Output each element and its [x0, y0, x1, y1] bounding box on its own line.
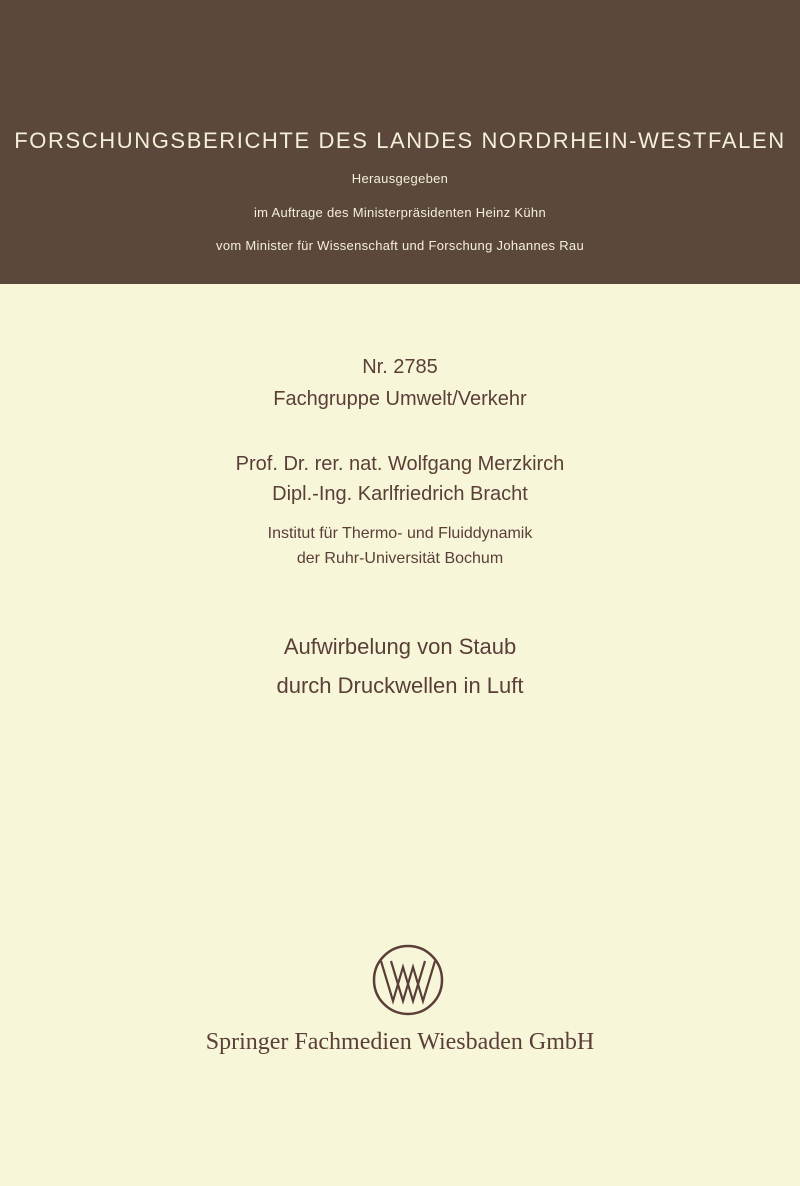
subject-group: Fachgruppe Umwelt/Verkehr [273, 388, 527, 410]
author-1: Prof. Dr. rer. nat. Wolfgang Merzkirch [235, 453, 565, 475]
report-number: Nr. 2785 [362, 356, 438, 378]
editor-line-1: Herausgegeben [351, 171, 449, 186]
series-title: FORSCHUNGSBERICHTE DES LANDES NORDRHEIN-WESTFALEN [14, 128, 786, 153]
editor-line-3: vom Minister für Wissenschaft und Forschung Johannes Rau [216, 238, 584, 253]
book-title-line-2: durch Druckwellen in Luft [276, 673, 524, 698]
book-title-line-1: Aufwirbelung von Staub [283, 634, 517, 659]
editor-line-2: im Auftrage des Ministerpräsidenten Heinz Kühn [253, 205, 546, 220]
institute-line-1: Institut für Thermo- und Fluiddynamik [267, 525, 533, 542]
institute-line-2: der Ruhr-Universität Bochum [296, 550, 504, 567]
author-2: Dipl.-Ing. Karlfriedrich Bracht [272, 483, 528, 505]
header-band [0, 0, 800, 284]
springer-ww-logo-icon [371, 943, 445, 1017]
publisher-name: Springer Fachmedien Wiesbaden GmbH [205, 1029, 595, 1055]
